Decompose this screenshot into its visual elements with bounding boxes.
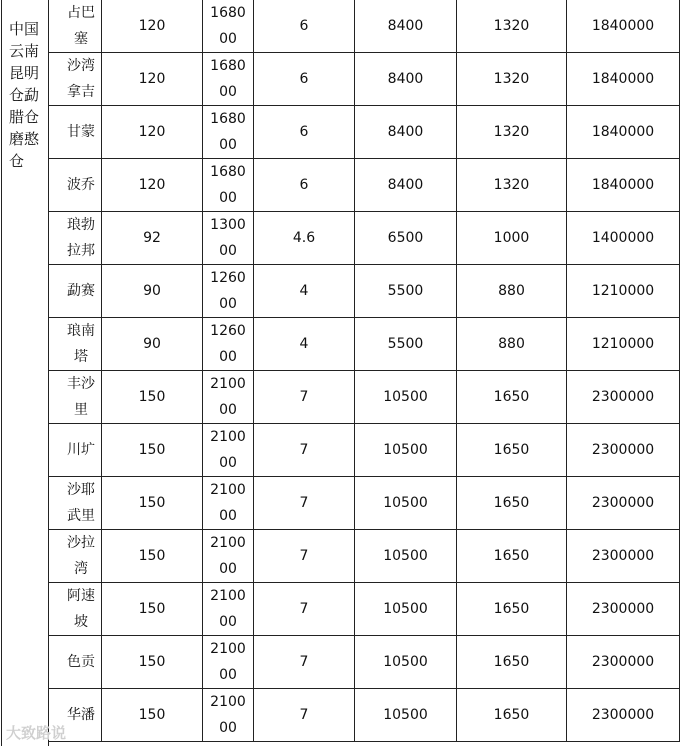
cell-text: 210000	[210, 694, 246, 736]
value-cell	[567, 318, 680, 371]
cell-text: 2300000	[591, 707, 655, 723]
value-cell	[567, 689, 680, 742]
value-cell	[457, 689, 567, 742]
cell-text: 川圹	[67, 442, 95, 458]
cell-text: 琅勃拉邦	[67, 217, 95, 259]
cell-text: 7	[299, 495, 309, 511]
cell-text: 波乔	[67, 177, 95, 193]
value-cell	[203, 159, 254, 212]
value-cell	[457, 424, 567, 477]
cell-text: 1840000	[591, 177, 655, 193]
value-cell	[254, 477, 355, 530]
value-cell	[254, 318, 355, 371]
destination-cell	[49, 477, 102, 530]
destination-cell	[49, 0, 102, 53]
value-cell	[457, 265, 567, 318]
table-row	[49, 212, 680, 265]
cell-text: 168000	[210, 58, 246, 100]
cell-text: 168000	[210, 164, 246, 206]
destination-cell	[49, 530, 102, 583]
value-cell	[254, 159, 355, 212]
cell-text: 2300000	[591, 495, 655, 511]
cell-text: 10500	[383, 654, 428, 670]
cell-text: 150	[138, 389, 166, 405]
table-row	[49, 371, 680, 424]
cell-text: 150	[138, 601, 166, 617]
value-cell	[567, 530, 680, 583]
value-cell	[254, 53, 355, 106]
cell-text: 210000	[210, 376, 246, 418]
value-cell	[203, 318, 254, 371]
value-cell	[567, 0, 680, 53]
value-cell	[567, 53, 680, 106]
cell-text: 1320	[493, 124, 530, 140]
value-cell	[102, 689, 203, 742]
destination-cell	[49, 424, 102, 477]
value-cell	[203, 689, 254, 742]
cell-text: 4	[299, 283, 309, 299]
cell-text: 7	[299, 389, 309, 405]
cell-text: 150	[138, 707, 166, 723]
value-cell	[203, 106, 254, 159]
cell-text: 126000	[210, 323, 246, 365]
cell-text: 1210000	[591, 283, 655, 299]
table-row	[49, 265, 680, 318]
cell-text: 1650	[493, 707, 530, 723]
cell-text: 阿速坡	[67, 588, 95, 630]
cell-text: 2300000	[591, 654, 655, 670]
cell-text: 华潘	[67, 707, 95, 723]
cell-text: 120	[138, 177, 166, 193]
cell-text: 7	[299, 654, 309, 670]
shipping-table	[48, 0, 680, 742]
cell-text: 10500	[383, 389, 428, 405]
cell-text: 8400	[387, 124, 424, 140]
value-cell	[457, 0, 567, 53]
cell-text: 210000	[210, 535, 246, 577]
cell-text: 6	[299, 124, 309, 140]
cell-text: 880	[498, 336, 525, 352]
cell-text: 2300000	[591, 548, 655, 564]
value-cell	[203, 265, 254, 318]
table-row	[49, 106, 680, 159]
table-row	[49, 0, 680, 53]
cell-text: 2300000	[591, 601, 655, 617]
value-cell	[355, 265, 457, 318]
cell-text: 10500	[383, 442, 428, 458]
cell-text: 占巴塞	[67, 5, 95, 47]
cell-text: 7	[299, 601, 309, 617]
cell-text: 210000	[210, 429, 246, 471]
cell-text: 10500	[383, 601, 428, 617]
value-cell	[355, 371, 457, 424]
cell-text: 7	[299, 442, 309, 458]
value-cell	[567, 159, 680, 212]
table-row	[49, 159, 680, 212]
table-row	[49, 318, 680, 371]
table-row	[49, 583, 680, 636]
value-cell	[102, 53, 203, 106]
cell-text: 1650	[493, 601, 530, 617]
value-cell	[457, 53, 567, 106]
value-cell	[203, 212, 254, 265]
cell-text: 6	[299, 177, 309, 193]
cell-text: 1650	[493, 548, 530, 564]
value-cell	[254, 371, 355, 424]
cell-text: 1320	[493, 71, 530, 87]
value-cell	[102, 212, 203, 265]
value-cell	[457, 583, 567, 636]
value-cell	[567, 265, 680, 318]
table-row	[49, 53, 680, 106]
value-cell	[567, 371, 680, 424]
cell-text: 8400	[387, 177, 424, 193]
value-cell	[567, 477, 680, 530]
cell-text: 880	[498, 283, 525, 299]
cell-text: 2300000	[591, 442, 655, 458]
value-cell	[102, 424, 203, 477]
value-cell	[355, 477, 457, 530]
cell-text: 7	[299, 548, 309, 564]
value-cell	[102, 636, 203, 689]
value-cell	[203, 424, 254, 477]
table-row	[49, 424, 680, 477]
cell-text: 1840000	[591, 71, 655, 87]
cell-text: 7	[299, 707, 309, 723]
value-cell	[254, 689, 355, 742]
cell-text: 150	[138, 548, 166, 564]
value-cell	[254, 583, 355, 636]
value-cell	[102, 106, 203, 159]
origin-column	[1, 0, 49, 746]
value-cell	[102, 318, 203, 371]
table-row	[49, 689, 680, 742]
value-cell	[355, 0, 457, 53]
value-cell	[203, 0, 254, 53]
cell-text: 1650	[493, 389, 530, 405]
value-cell	[102, 530, 203, 583]
value-cell	[102, 0, 203, 53]
value-cell	[567, 106, 680, 159]
cell-text: 10500	[383, 707, 428, 723]
value-cell	[355, 636, 457, 689]
cell-text: 1320	[493, 18, 530, 34]
value-cell	[355, 318, 457, 371]
cell-text: 120	[138, 71, 166, 87]
cell-text: 4	[299, 336, 309, 352]
watermark-text: 大致路说	[6, 724, 67, 742]
value-cell	[457, 477, 567, 530]
value-cell	[457, 159, 567, 212]
cell-text: 丰沙里	[67, 376, 95, 418]
destination-cell	[49, 318, 102, 371]
value-cell	[203, 530, 254, 583]
cell-text: 1000	[493, 230, 530, 246]
cell-text: 6500	[387, 230, 424, 246]
value-cell	[567, 636, 680, 689]
cell-text: 1650	[493, 654, 530, 670]
value-cell	[457, 530, 567, 583]
value-cell	[457, 212, 567, 265]
cell-text: 168000	[210, 111, 246, 153]
cell-text: 5500	[387, 336, 424, 352]
cell-text: 8400	[387, 71, 424, 87]
cell-text: 4.6	[292, 230, 316, 246]
cell-text: 10500	[383, 548, 428, 564]
cell-text: 210000	[210, 482, 246, 524]
value-cell	[457, 106, 567, 159]
value-cell	[457, 636, 567, 689]
cell-text: 沙湾拿吉	[67, 58, 95, 100]
cell-text: 210000	[210, 641, 246, 683]
destination-cell	[49, 636, 102, 689]
value-cell	[254, 530, 355, 583]
cell-text: 1840000	[591, 124, 655, 140]
value-cell	[102, 583, 203, 636]
destination-cell	[49, 53, 102, 106]
value-cell	[355, 424, 457, 477]
cell-text: 90	[143, 283, 161, 299]
value-cell	[457, 318, 567, 371]
table-row	[49, 477, 680, 530]
value-cell	[254, 424, 355, 477]
cell-text: 150	[138, 442, 166, 458]
value-cell	[203, 371, 254, 424]
value-cell	[203, 583, 254, 636]
cell-text: 126000	[210, 270, 246, 312]
table-row	[49, 636, 680, 689]
cell-text: 色贡	[67, 654, 95, 670]
cell-text: 2300000	[591, 389, 655, 405]
cell-text: 琅南塔	[67, 323, 95, 365]
cell-text: 90	[143, 336, 161, 352]
value-cell	[254, 0, 355, 53]
cell-text: 沙耶武里	[67, 482, 95, 524]
cell-text: 1320	[493, 177, 530, 193]
value-cell	[254, 636, 355, 689]
cell-text: 6	[299, 71, 309, 87]
cell-text: 甘蒙	[67, 124, 95, 140]
value-cell	[254, 265, 355, 318]
value-cell	[457, 371, 567, 424]
value-cell	[102, 477, 203, 530]
cell-text: 210000	[210, 588, 246, 630]
cell-text: 8400	[387, 18, 424, 34]
destination-cell	[49, 583, 102, 636]
value-cell	[355, 583, 457, 636]
destination-cell	[49, 159, 102, 212]
cell-text: 150	[138, 654, 166, 670]
value-cell	[102, 265, 203, 318]
cell-text: 168000	[210, 5, 246, 47]
value-cell	[254, 212, 355, 265]
value-cell	[567, 583, 680, 636]
value-cell	[203, 53, 254, 106]
value-cell	[355, 689, 457, 742]
cell-text: 120	[138, 18, 166, 34]
destination-cell	[49, 106, 102, 159]
table-row	[49, 530, 680, 583]
cell-text: 120	[138, 124, 166, 140]
value-cell	[567, 424, 680, 477]
origin-label: 中国云南昆明仓勐腊仓磨憨仓	[9, 20, 40, 170]
value-cell	[102, 159, 203, 212]
value-cell	[355, 106, 457, 159]
value-cell	[203, 636, 254, 689]
value-cell	[355, 530, 457, 583]
value-cell	[102, 371, 203, 424]
cell-text: 130000	[210, 217, 246, 259]
cell-text: 1650	[493, 495, 530, 511]
value-cell	[355, 53, 457, 106]
cell-text: 勐赛	[67, 283, 95, 299]
destination-cell	[49, 212, 102, 265]
cell-text: 150	[138, 495, 166, 511]
cell-text: 1210000	[591, 336, 655, 352]
cell-text: 沙拉湾	[67, 535, 95, 577]
value-cell	[567, 212, 680, 265]
cell-text: 10500	[383, 495, 428, 511]
destination-cell	[49, 265, 102, 318]
cell-text: 6	[299, 18, 309, 34]
destination-cell	[49, 371, 102, 424]
value-cell	[355, 212, 457, 265]
value-cell	[203, 477, 254, 530]
cell-text: 1840000	[591, 18, 655, 34]
cell-text: 92	[143, 230, 161, 246]
cell-text: 5500	[387, 283, 424, 299]
value-cell	[355, 159, 457, 212]
value-cell	[254, 106, 355, 159]
cell-text: 1400000	[591, 230, 655, 246]
cell-text: 1650	[493, 442, 530, 458]
